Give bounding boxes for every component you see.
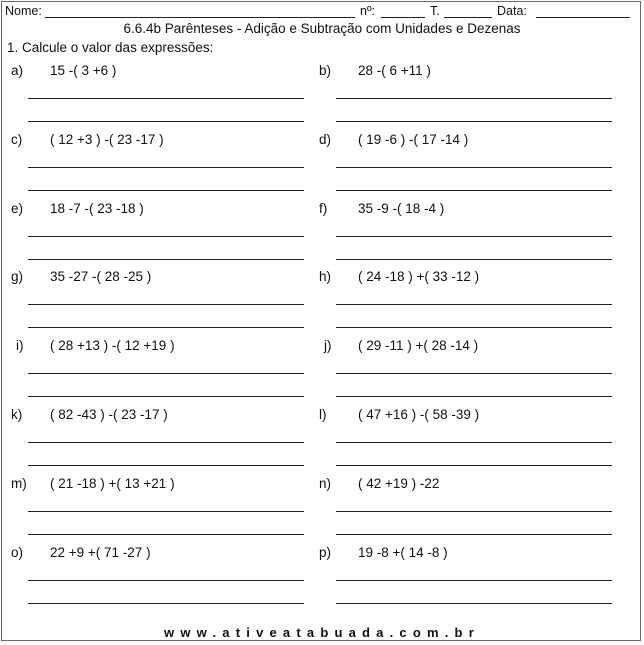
exercise-letter: e) xyxy=(11,200,24,216)
answer-line[interactable] xyxy=(28,327,304,328)
number-label: nº: xyxy=(360,4,375,18)
answer-line[interactable] xyxy=(336,396,612,397)
answer-line[interactable] xyxy=(336,236,612,237)
answer-line[interactable] xyxy=(336,511,612,512)
exercise-item xyxy=(8,62,308,132)
answer-line[interactable] xyxy=(28,396,304,397)
exercise-letter: m) xyxy=(11,475,27,491)
answer-line[interactable] xyxy=(336,121,612,122)
student-info-header xyxy=(5,3,637,19)
exercise-expression: 22 +9 +( 71 -27 ) xyxy=(50,544,151,560)
exercise-expression: ( 47 +16 ) -( 58 -39 ) xyxy=(358,407,480,422)
exercise-expression: 35 -9 -( 18 -4 ) xyxy=(358,200,445,216)
answer-line[interactable] xyxy=(336,98,612,99)
date-blank xyxy=(536,17,630,18)
exercise-letter: n) xyxy=(319,475,332,491)
date-label: Data: xyxy=(497,4,527,18)
exercise-item xyxy=(316,200,616,270)
exercise-expression: ( 28 +13 ) -( 12 +19 ) xyxy=(50,338,175,354)
exercise-letter: b) xyxy=(319,63,332,78)
exercise-expression: ( 42 +19 ) -22 xyxy=(358,475,440,491)
exercise-item xyxy=(8,268,308,338)
exercise-expression: ( 12 +3 ) -( 23 -17 ) xyxy=(50,131,164,147)
answer-line[interactable] xyxy=(28,259,304,260)
exercise-expression: 18 -7 -( 23 -18 ) xyxy=(50,200,144,216)
answer-line[interactable] xyxy=(28,603,304,604)
exercise-item xyxy=(316,268,616,338)
website-footer: www.ativeatabuada.com.br xyxy=(164,625,480,640)
exercise-letter: f) xyxy=(319,200,328,216)
answer-line[interactable] xyxy=(336,327,612,328)
name-label: Nome: xyxy=(5,4,42,18)
exercise-letter: j) xyxy=(324,338,332,354)
number-blank xyxy=(381,17,425,18)
exercise-letter: k) xyxy=(11,407,23,422)
answer-line[interactable] xyxy=(28,465,304,466)
exercise-item xyxy=(316,62,616,132)
answer-line[interactable] xyxy=(336,259,612,260)
worksheet xyxy=(1,1,641,641)
exercise-expression: 28 -( 6 +11 ) xyxy=(358,63,431,78)
exercise-item xyxy=(316,337,616,407)
exercise-item xyxy=(8,131,308,201)
exercise-item xyxy=(316,544,616,614)
exercise-expression: 15 -( 3 +6 ) xyxy=(50,63,117,78)
answer-line[interactable] xyxy=(28,190,304,191)
exercise-item xyxy=(316,131,616,201)
exercise-expression: 35 -27 -( 28 -25 ) xyxy=(50,269,152,285)
answer-line[interactable] xyxy=(28,236,304,237)
answer-line[interactable] xyxy=(336,603,612,604)
answer-line[interactable] xyxy=(336,442,612,443)
exercise-letter: a) xyxy=(11,63,24,78)
answer-line[interactable] xyxy=(28,98,304,99)
exercise-letter: o) xyxy=(11,544,24,560)
exercise-expression: ( 24 -18 ) +( 33 -12 ) xyxy=(358,269,480,285)
answer-line[interactable] xyxy=(336,190,612,191)
answer-line[interactable] xyxy=(336,167,612,168)
exercise-expression: 19 -8 +( 14 -8 ) xyxy=(358,544,448,560)
answer-line[interactable] xyxy=(336,304,612,305)
exercise-item xyxy=(8,475,308,545)
answer-line[interactable] xyxy=(28,373,304,374)
class-blank xyxy=(444,17,492,18)
exercise-item xyxy=(316,406,616,476)
answer-line[interactable] xyxy=(28,511,304,512)
exercise-item xyxy=(8,406,308,476)
exercise-letter: g) xyxy=(11,269,24,285)
answer-line[interactable] xyxy=(28,167,304,168)
exercise-letter: p) xyxy=(319,544,332,560)
class-label: T. xyxy=(430,4,440,18)
exercise-expression: ( 21 -18 ) +( 13 +21 ) xyxy=(50,475,175,491)
exercise-letter: i) xyxy=(16,338,24,354)
answer-line[interactable] xyxy=(336,373,612,374)
answer-line[interactable] xyxy=(336,534,612,535)
worksheet-title: 6.6.4b Parênteses - Adição e Subtração com Unidades e Dezenas xyxy=(123,21,521,36)
exercise-item xyxy=(316,475,616,545)
name-blank xyxy=(45,17,355,18)
answer-line[interactable] xyxy=(28,121,304,122)
exercise-expression: ( 82 -43 ) -( 23 -17 ) xyxy=(50,407,168,422)
exercise-item xyxy=(8,200,308,270)
answer-line[interactable] xyxy=(28,534,304,535)
exercise-letter: d) xyxy=(319,131,332,147)
exercise-expression: ( 19 -6 ) -( 17 -14 ) xyxy=(358,131,469,147)
exercise-item xyxy=(8,337,308,407)
exercise-expression: ( 29 -11 ) +( 28 -14 ) xyxy=(358,338,479,354)
exercise-item xyxy=(8,544,308,614)
exercise-letter: c) xyxy=(11,131,23,147)
instruction-text: 1. Calcule o valor das expressões: xyxy=(7,40,214,55)
exercise-letter: l) xyxy=(319,407,327,422)
answer-line[interactable] xyxy=(28,304,304,305)
answer-line[interactable] xyxy=(28,580,304,581)
answer-line[interactable] xyxy=(28,442,304,443)
exercise-letter: h) xyxy=(319,269,332,285)
answer-line[interactable] xyxy=(336,580,612,581)
answer-line[interactable] xyxy=(336,465,612,466)
